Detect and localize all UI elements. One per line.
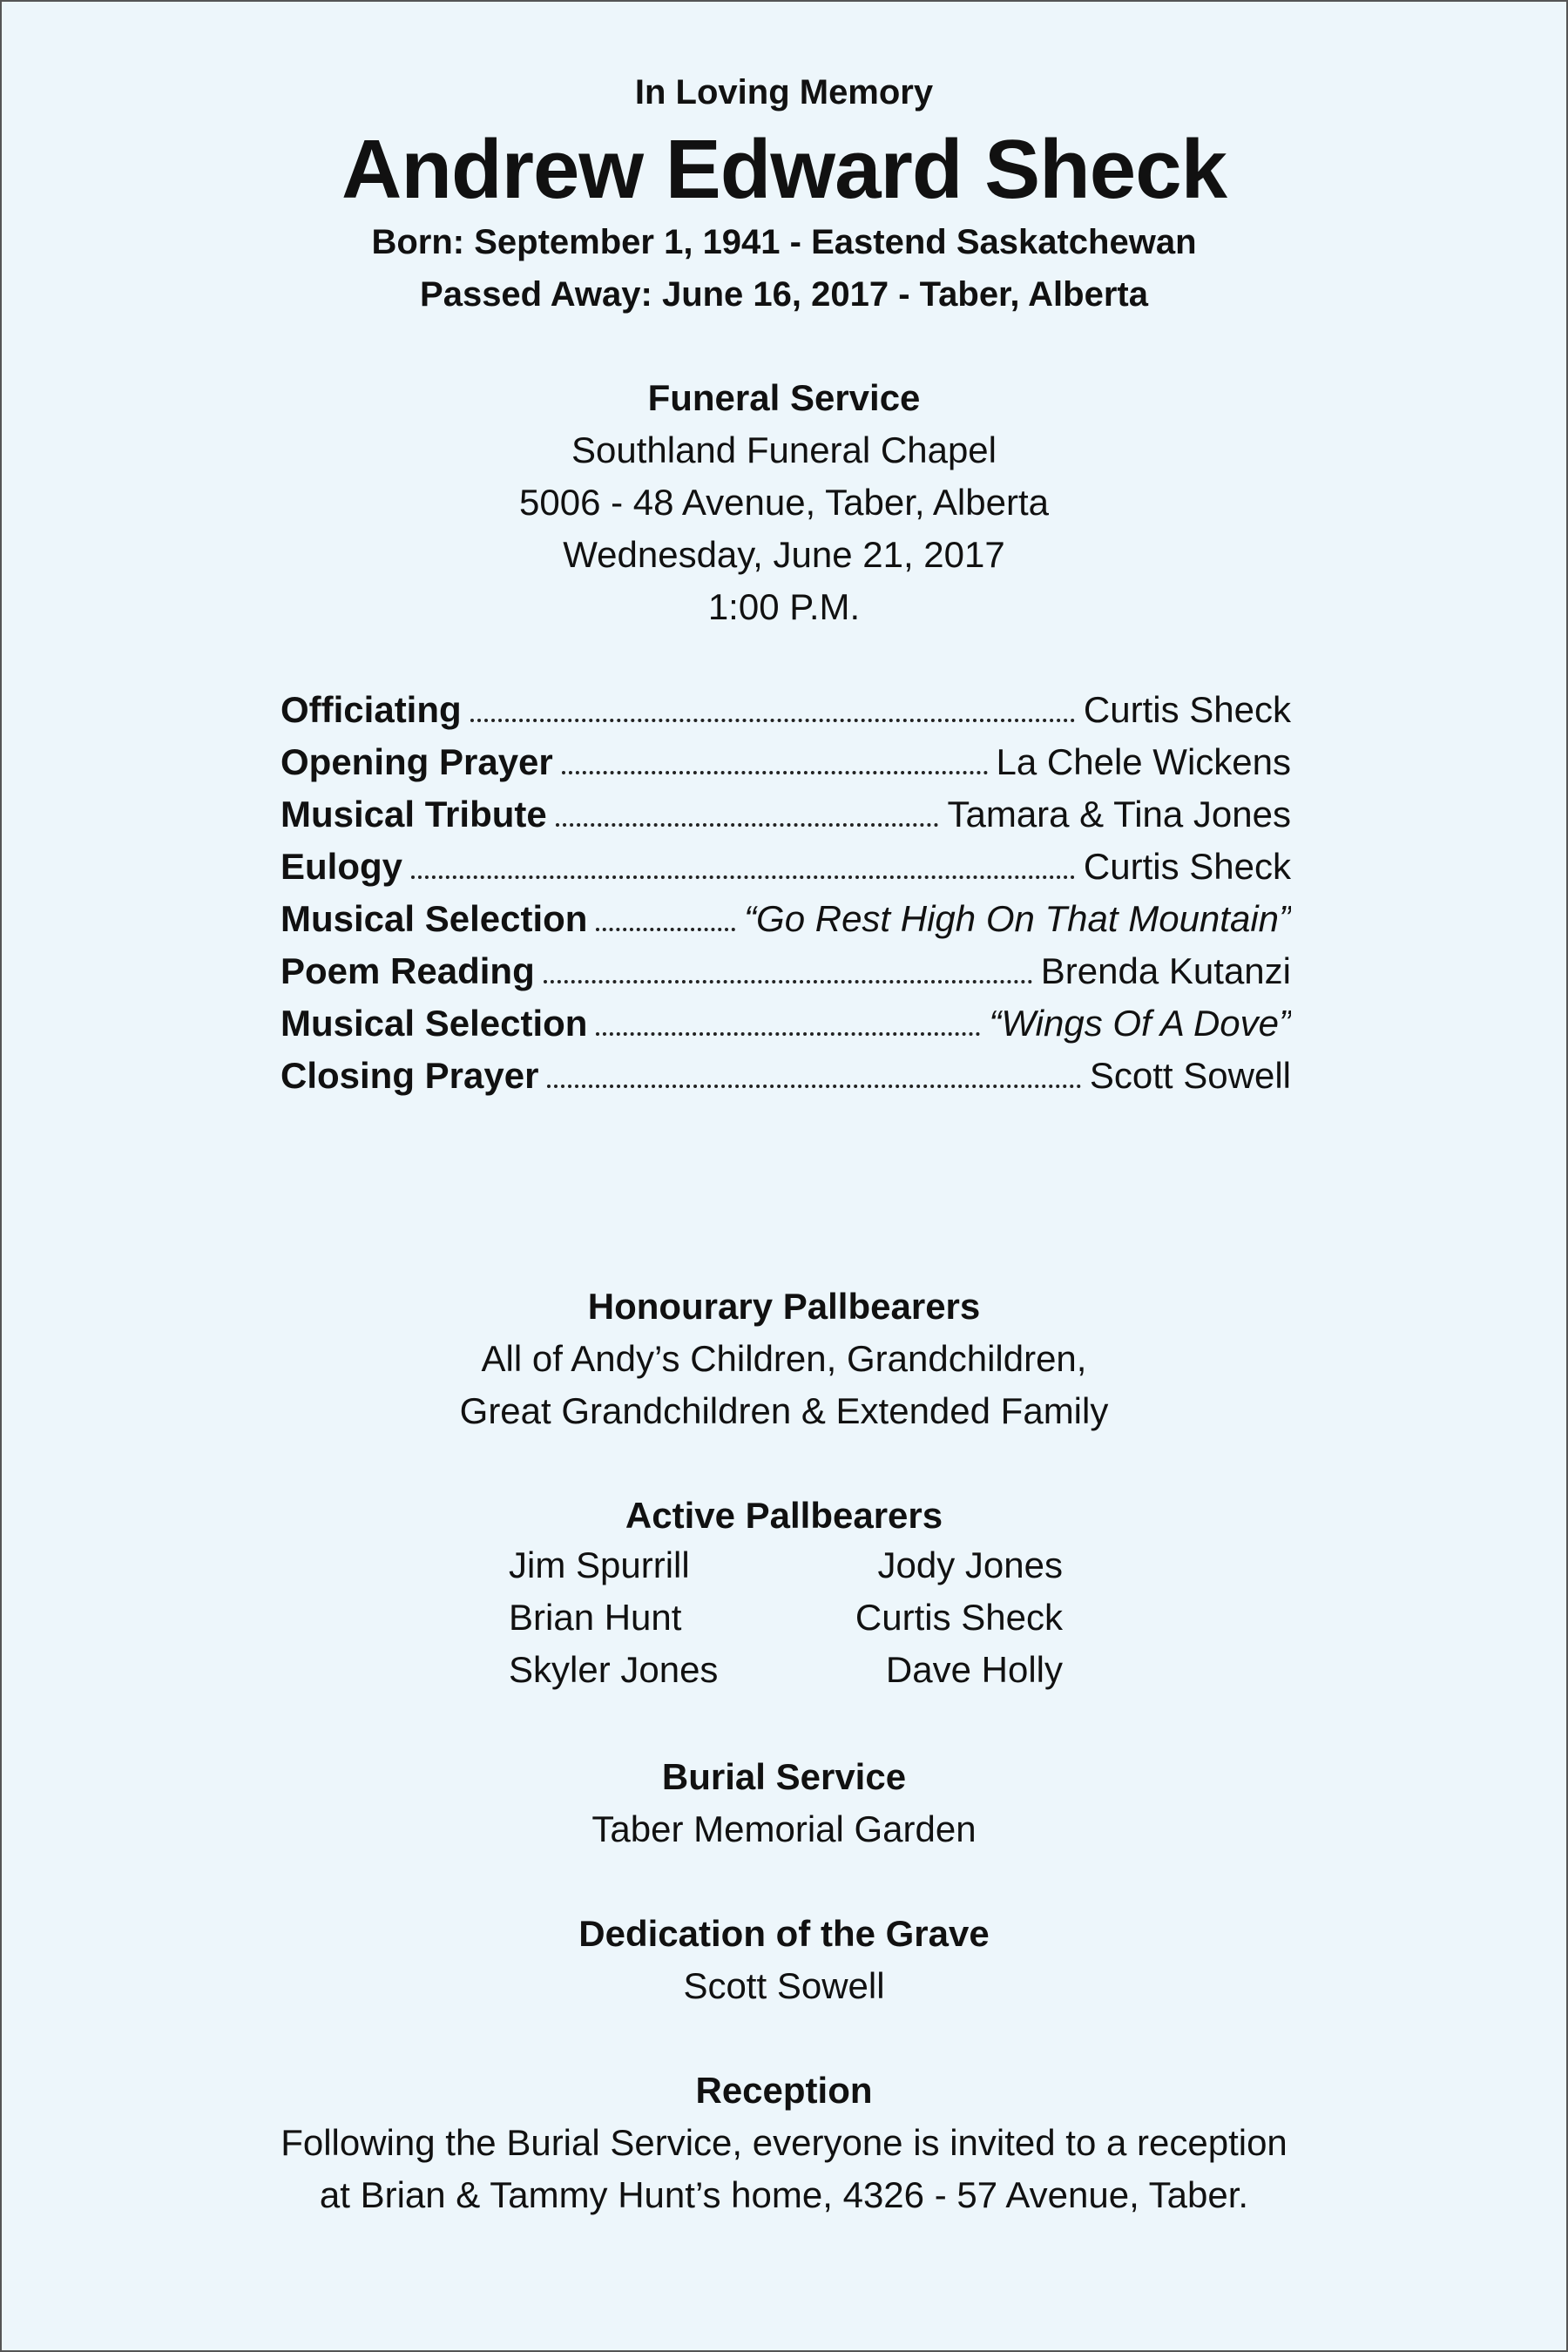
funeral-date: Wednesday, June 21, 2017: [563, 534, 1005, 575]
subtitle: In Loving Memory: [634, 73, 934, 112]
pallbearer-name: Jody Jones: [877, 1544, 1063, 1585]
honourary-line-1: All of Andy’s Children, Grandchildren,: [481, 1338, 1087, 1379]
pallbearer-name: Skyler Jones: [509, 1649, 719, 1690]
program-song-title: “Wings Of A Dove”: [989, 1003, 1291, 1044]
program-person: Curtis Sheck: [1083, 846, 1291, 887]
funeral-time: 1:00 P.M.: [707, 586, 861, 627]
program-person: Brenda Kutanzi: [1040, 950, 1291, 991]
reception-line-2: at Brian & Tammy Hunt’s home, 4326 - 57 Avenue, Taber.: [319, 2174, 1249, 2215]
funeral-venue: Southland Funeral Chapel: [571, 429, 997, 470]
reception-line-1: Following the Burial Service, everyone is invited to a reception: [280, 2122, 1288, 2163]
program-song-title: “Go Rest High On That Mountain”: [744, 898, 1291, 939]
burial-service-section: [2, 1751, 1566, 1855]
program-row: [280, 893, 1291, 945]
pallbearer-name: Curtis Sheck: [855, 1597, 1063, 1638]
program-person: Tamara & Tina Jones: [947, 794, 1291, 835]
dedication-person: Scott Sowell: [683, 1965, 885, 2006]
program-role: Musical Selection: [280, 898, 588, 939]
program-row: [280, 841, 1291, 893]
dedication-section: [2, 1908, 1566, 2012]
program-role: Opening Prayer: [280, 741, 553, 782]
dot-leader: [411, 875, 1075, 879]
funeral-service-section: [2, 372, 1566, 633]
pallbearer-name: Dave Holly: [885, 1649, 1063, 1690]
program-row: [280, 788, 1291, 841]
program-row: [280, 1050, 1291, 1102]
dot-leader: [470, 719, 1075, 722]
burial-service-title: Burial Service: [661, 1756, 907, 1797]
program-role: Poem Reading: [280, 950, 535, 991]
dot-leader: [556, 823, 939, 827]
program-person: La Chele Wickens: [996, 741, 1291, 782]
born-line: Born: September 1, 1941 - Eastend Saskatchewan: [371, 223, 1197, 261]
pallbearer-name: Brian Hunt: [509, 1597, 682, 1638]
order-of-service: [280, 684, 1291, 1102]
program-role: Eulogy: [280, 846, 403, 887]
pallbearer-name: Jim Spurrill: [509, 1544, 690, 1585]
program-person: Curtis Sheck: [1083, 689, 1291, 730]
pallbearer-row: [509, 1644, 1063, 1696]
reception-title: Reception: [695, 2070, 873, 2111]
dot-leader: [596, 1032, 980, 1036]
program-role: Closing Prayer: [280, 1055, 539, 1096]
pallbearer-row: [509, 1539, 1063, 1592]
dot-leader: [562, 771, 988, 774]
dot-leader: [547, 1085, 1080, 1088]
program-person: Scott Sowell: [1089, 1055, 1291, 1096]
program-row: [280, 736, 1291, 788]
program-row: [280, 997, 1291, 1050]
deceased-name: Andrew Edward Sheck: [341, 123, 1227, 216]
honourary-line-2: Great Grandchildren & Extended Family: [459, 1390, 1109, 1431]
program-row: [280, 684, 1291, 736]
active-pallbearers-list: [509, 1539, 1063, 1696]
active-pallbearers-title: Active Pallbearers: [625, 1495, 943, 1536]
program-role: Musical Tribute: [280, 794, 547, 835]
honourary-pallbearers-title: Honourary Pallbearers: [587, 1286, 981, 1327]
burial-location: Taber Memorial Garden: [591, 1808, 977, 1849]
funeral-address: 5006 - 48 Avenue, Taber, Alberta: [519, 482, 1049, 523]
honourary-pallbearers-section: [2, 1281, 1566, 1437]
pallbearer-row: [509, 1592, 1063, 1644]
dot-leader: [596, 928, 735, 931]
funeral-service-title: Funeral Service: [647, 377, 921, 418]
active-pallbearers-title-wrap: [2, 1490, 1566, 1542]
program-role: Musical Selection: [280, 1003, 588, 1044]
program-role: Officiating: [280, 689, 462, 730]
reception-section: [2, 2065, 1566, 2221]
passed-line: Passed Away: June 16, 2017 - Taber, Alberta: [420, 275, 1148, 314]
dot-leader: [544, 980, 1032, 983]
program-row: [280, 945, 1291, 997]
dedication-title: Dedication of the Grave: [578, 1913, 990, 1954]
